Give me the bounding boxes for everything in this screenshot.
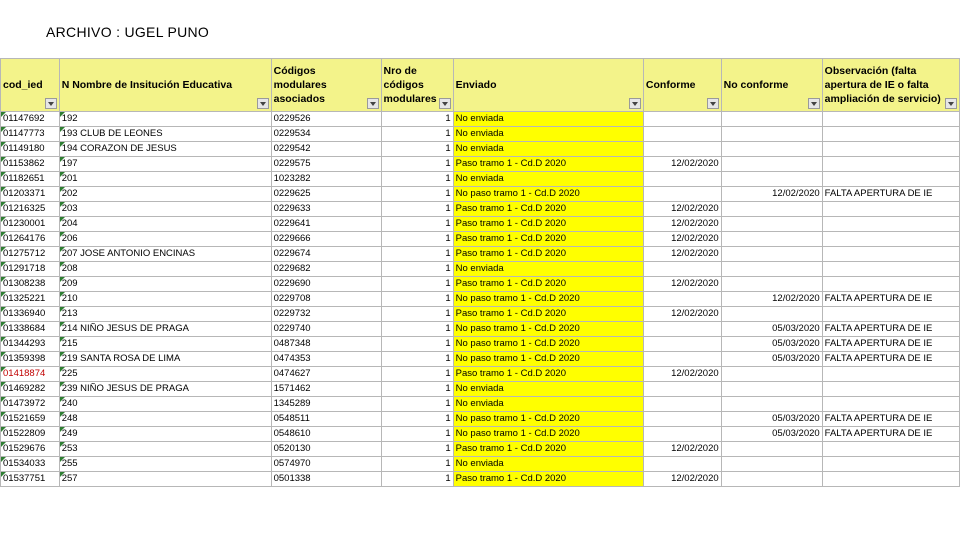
cell-nombre[interactable]: 215 [59, 337, 271, 352]
cell-cod[interactable]: 01522809 [1, 427, 60, 442]
cell-enviado[interactable]: No enviada [453, 382, 643, 397]
cell-enviado[interactable]: Paso tramo 1 - Cd.D 2020 [453, 307, 643, 322]
cell-obs[interactable] [822, 157, 959, 172]
cell-conforme[interactable]: 12/02/2020 [643, 247, 721, 262]
sheet-title: ARCHIVO : UGEL PUNO [46, 24, 210, 40]
cell-enviado[interactable]: No paso tramo 1 - Cd.D 2020 [453, 337, 643, 352]
cell-codigos[interactable]: 0229690 [271, 277, 381, 292]
cell-noconforme[interactable] [721, 382, 822, 397]
cell-obs[interactable]: FALTA APERTURA DE IE [822, 352, 959, 367]
table-row [1, 427, 960, 442]
cell-noconforme[interactable] [721, 142, 822, 157]
cell-enviado[interactable]: Paso tramo 1 - Cd.D 2020 [453, 277, 643, 292]
cell-noconforme[interactable]: 05/03/2020 [721, 412, 822, 427]
cell-enviado[interactable]: No enviada [453, 172, 643, 187]
cell-conforme[interactable] [643, 127, 721, 142]
col-header-codigos: Códigos modulares asociados [271, 59, 381, 112]
cell-codigos[interactable]: 0474627 [271, 367, 381, 382]
cell-conforme[interactable]: 12/02/2020 [643, 217, 721, 232]
table-row [1, 247, 960, 262]
cell-nombre[interactable]: 249 [59, 427, 271, 442]
cell-nro[interactable]: 1 [381, 397, 453, 412]
cell-codigos[interactable]: 0548610 [271, 427, 381, 442]
cell-nombre[interactable]: 192 [59, 112, 271, 127]
cell-enviado[interactable]: Paso tramo 1 - Cd.D 2020 [453, 247, 643, 262]
cell-noconforme[interactable] [721, 127, 822, 142]
cell-nro[interactable]: 1 [381, 472, 453, 487]
table-body [1, 112, 960, 487]
cell-conforme[interactable] [643, 262, 721, 277]
cell-nro[interactable]: 1 [381, 352, 453, 367]
cell-conforme[interactable] [643, 337, 721, 352]
table-row [1, 352, 960, 367]
filter-dropdown-icon[interactable] [439, 98, 451, 109]
cell-nombre[interactable]: 240 [59, 397, 271, 412]
table-row [1, 217, 960, 232]
cell-conforme[interactable]: 12/02/2020 [643, 157, 721, 172]
cell-codigos[interactable]: 0229641 [271, 217, 381, 232]
cell-obs[interactable] [822, 262, 959, 277]
cell-nro[interactable]: 1 [381, 112, 453, 127]
filter-dropdown-icon[interactable] [945, 98, 957, 109]
col-header-nro: Nro de códigos modulares [381, 59, 453, 112]
table-row [1, 127, 960, 142]
cell-nro[interactable]: 1 [381, 337, 453, 352]
table-row [1, 112, 960, 127]
table-row [1, 202, 960, 217]
cell-nro[interactable]: 1 [381, 202, 453, 217]
filter-dropdown-icon[interactable] [367, 98, 379, 109]
cell-nombre[interactable]: 255 [59, 457, 271, 472]
cell-nombre[interactable]: 206 [59, 232, 271, 247]
cell-cod[interactable]: 01203371 [1, 187, 60, 202]
cell-nombre[interactable]: 253 [59, 442, 271, 457]
cell-obs[interactable] [822, 277, 959, 292]
cell-conforme[interactable]: 12/02/2020 [643, 472, 721, 487]
cell-nombre[interactable]: 210 [59, 292, 271, 307]
cell-cod[interactable]: 01473972 [1, 397, 60, 412]
cell-nombre[interactable]: 257 [59, 472, 271, 487]
cell-enviado[interactable]: No enviada [453, 262, 643, 277]
table-row [1, 397, 960, 412]
cell-enviado[interactable]: No paso tramo 1 - Cd.D 2020 [453, 187, 643, 202]
cell-obs[interactable] [822, 172, 959, 187]
cell-noconforme[interactable] [721, 367, 822, 382]
cell-cod[interactable]: 01275712 [1, 247, 60, 262]
cell-cod[interactable]: 01291718 [1, 262, 60, 277]
cell-enviado[interactable]: Paso tramo 1 - Cd.D 2020 [453, 157, 643, 172]
cell-obs[interactable] [822, 217, 959, 232]
table-row [1, 277, 960, 292]
spreadsheet [0, 58, 960, 487]
cell-obs[interactable]: FALTA APERTURA DE IE [822, 427, 959, 442]
cell-noconforme[interactable]: 05/03/2020 [721, 322, 822, 337]
cell-nombre[interactable]: 193 CLUB DE LEONES [59, 127, 271, 142]
cell-nro[interactable]: 1 [381, 157, 453, 172]
cell-nro[interactable]: 1 [381, 292, 453, 307]
cell-noconforme[interactable] [721, 472, 822, 487]
cell-codigos[interactable]: 0229682 [271, 262, 381, 277]
cell-noconforme[interactable] [721, 202, 822, 217]
cell-enviado[interactable]: Paso tramo 1 - Cd.D 2020 [453, 442, 643, 457]
cell-enviado[interactable]: No paso tramo 1 - Cd.D 2020 [453, 427, 643, 442]
cell-conforme[interactable] [643, 352, 721, 367]
cell-noconforme[interactable] [721, 442, 822, 457]
cell-nro[interactable]: 1 [381, 442, 453, 457]
table-row [1, 172, 960, 187]
cell-obs[interactable] [822, 307, 959, 322]
cell-enviado[interactable]: Paso tramo 1 - Cd.D 2020 [453, 202, 643, 217]
cell-cod[interactable]: 01308238 [1, 277, 60, 292]
filter-dropdown-icon[interactable] [707, 98, 719, 109]
cell-conforme[interactable] [643, 187, 721, 202]
cell-nombre[interactable]: 197 [59, 157, 271, 172]
cell-noconforme[interactable] [721, 112, 822, 127]
cell-obs[interactable] [822, 142, 959, 157]
table-row [1, 472, 960, 487]
data-table [0, 58, 960, 487]
cell-obs[interactable] [822, 442, 959, 457]
cell-conforme[interactable] [643, 397, 721, 412]
cell-conforme[interactable] [643, 142, 721, 157]
cell-codigos[interactable]: 0229526 [271, 112, 381, 127]
filter-dropdown-icon[interactable] [257, 98, 269, 109]
cell-conforme[interactable] [643, 172, 721, 187]
filter-dropdown-icon[interactable] [45, 98, 57, 109]
cell-codigos[interactable]: 0229708 [271, 292, 381, 307]
cell-nro[interactable]: 1 [381, 412, 453, 427]
cell-nro[interactable]: 1 [381, 262, 453, 277]
cell-conforme[interactable] [643, 412, 721, 427]
cell-obs[interactable] [822, 397, 959, 412]
cell-obs[interactable] [822, 367, 959, 382]
cell-enviado[interactable]: No enviada [453, 127, 643, 142]
table-row [1, 382, 960, 397]
cell-noconforme[interactable] [721, 172, 822, 187]
table-row [1, 262, 960, 277]
col-header-nombre: N Nombre de Insitución Educativa [59, 59, 271, 112]
cell-conforme[interactable] [643, 427, 721, 442]
cell-nombre[interactable]: 207 JOSE ANTONIO ENCINAS [59, 247, 271, 262]
table-row [1, 157, 960, 172]
cell-obs[interactable] [822, 472, 959, 487]
cell-nro[interactable]: 1 [381, 142, 453, 157]
cell-noconforme[interactable] [721, 157, 822, 172]
cell-obs[interactable] [822, 127, 959, 142]
cell-conforme[interactable]: 12/02/2020 [643, 277, 721, 292]
cell-nombre[interactable]: 202 [59, 187, 271, 202]
cell-cod[interactable]: 01344293 [1, 337, 60, 352]
cell-nombre[interactable]: 248 [59, 412, 271, 427]
col-header-observacion: Observación (falta apertura de IE o falta ampliación de servicio) [822, 59, 959, 112]
filter-dropdown-icon[interactable] [629, 98, 641, 109]
cell-cod[interactable]: 01216325 [1, 202, 60, 217]
cell-codigos[interactable]: 1571462 [271, 382, 381, 397]
cell-nombre[interactable]: 219 SANTA ROSA DE LIMA [59, 352, 271, 367]
cell-codigos[interactable]: 0229674 [271, 247, 381, 262]
cell-cod[interactable]: 01418874 [1, 367, 60, 382]
cell-nro[interactable]: 1 [381, 367, 453, 382]
cell-nro[interactable]: 1 [381, 307, 453, 322]
cell-obs[interactable] [822, 232, 959, 247]
cell-nombre[interactable]: 201 [59, 172, 271, 187]
table-row [1, 367, 960, 382]
cell-enviado[interactable]: No paso tramo 1 - Cd.D 2020 [453, 292, 643, 307]
cell-conforme[interactable]: 12/02/2020 [643, 367, 721, 382]
cell-noconforme[interactable] [721, 307, 822, 322]
cell-noconforme[interactable]: 12/02/2020 [721, 187, 822, 202]
cell-obs[interactable]: FALTA APERTURA DE IE [822, 322, 959, 337]
cell-nombre[interactable]: 214 NIÑO JESUS DE PRAGA [59, 322, 271, 337]
cell-nro[interactable]: 1 [381, 382, 453, 397]
table-row [1, 292, 960, 307]
cell-nro[interactable]: 1 [381, 247, 453, 262]
header-row [1, 59, 960, 112]
cell-obs[interactable] [822, 112, 959, 127]
cell-enviado[interactable]: Paso tramo 1 - Cd.D 2020 [453, 472, 643, 487]
cell-obs[interactable] [822, 202, 959, 217]
cell-nro[interactable]: 1 [381, 217, 453, 232]
table-row [1, 307, 960, 322]
cell-noconforme[interactable] [721, 262, 822, 277]
cell-nombre[interactable]: 203 [59, 202, 271, 217]
cell-cod[interactable]: 01534033 [1, 457, 60, 472]
col-header-cod: cod_ied [1, 59, 60, 112]
table-row [1, 322, 960, 337]
table-row [1, 187, 960, 202]
cell-codigos[interactable]: 0229740 [271, 322, 381, 337]
cell-enviado[interactable]: Paso tramo 1 - Cd.D 2020 [453, 232, 643, 247]
table-row [1, 412, 960, 427]
cell-noconforme[interactable] [721, 457, 822, 472]
cell-obs[interactable] [822, 457, 959, 472]
cell-codigos[interactable]: 0474353 [271, 352, 381, 367]
cell-nombre[interactable]: 239 NIÑO JESUS DE PRAGA [59, 382, 271, 397]
cell-cod[interactable]: 01537751 [1, 472, 60, 487]
cell-nombre[interactable]: 209 [59, 277, 271, 292]
cell-conforme[interactable]: 12/02/2020 [643, 307, 721, 322]
filter-dropdown-icon[interactable] [808, 98, 820, 109]
cell-noconforme[interactable]: 12/02/2020 [721, 292, 822, 307]
cell-obs[interactable]: FALTA APERTURA DE IE [822, 412, 959, 427]
table-row [1, 442, 960, 457]
cell-enviado[interactable]: No paso tramo 1 - Cd.D 2020 [453, 322, 643, 337]
cell-conforme[interactable] [643, 322, 721, 337]
cell-nombre[interactable]: 225 [59, 367, 271, 382]
table-row [1, 142, 960, 157]
cell-nro[interactable]: 1 [381, 457, 453, 472]
cell-noconforme[interactable] [721, 247, 822, 262]
cell-enviado[interactable]: Paso tramo 1 - Cd.D 2020 [453, 217, 643, 232]
cell-noconforme[interactable]: 05/03/2020 [721, 337, 822, 352]
cell-codigos[interactable]: 0574970 [271, 457, 381, 472]
cell-conforme[interactable] [643, 112, 721, 127]
cell-enviado[interactable]: No enviada [453, 397, 643, 412]
cell-obs[interactable] [822, 247, 959, 262]
cell-cod[interactable]: 01469282 [1, 382, 60, 397]
cell-noconforme[interactable]: 05/03/2020 [721, 427, 822, 442]
cell-enviado[interactable]: No paso tramo 1 - Cd.D 2020 [453, 352, 643, 367]
cell-codigos[interactable]: 0229666 [271, 232, 381, 247]
cell-cod[interactable]: 01149180 [1, 142, 60, 157]
cell-codigos[interactable]: 0229534 [271, 127, 381, 142]
cell-enviado[interactable]: No paso tramo 1 - Cd.D 2020 [453, 412, 643, 427]
cell-cod[interactable]: 01230001 [1, 217, 60, 232]
cell-cod[interactable]: 01529676 [1, 442, 60, 457]
cell-codigos[interactable]: 0520130 [271, 442, 381, 457]
table-row [1, 232, 960, 247]
cell-codigos[interactable]: 0229575 [271, 157, 381, 172]
cell-codigos[interactable]: 0229633 [271, 202, 381, 217]
cell-noconforme[interactable] [721, 217, 822, 232]
cell-codigos[interactable]: 1345289 [271, 397, 381, 412]
col-header-enviado: Enviado [453, 59, 643, 112]
cell-cod[interactable]: 01147773 [1, 127, 60, 142]
cell-nro[interactable]: 1 [381, 427, 453, 442]
cell-cod[interactable]: 01182651 [1, 172, 60, 187]
cell-cod[interactable]: 01325221 [1, 292, 60, 307]
cell-nombre[interactable]: 213 [59, 307, 271, 322]
cell-enviado[interactable]: No enviada [453, 457, 643, 472]
cell-noconforme[interactable] [721, 397, 822, 412]
table-row [1, 457, 960, 472]
cell-cod[interactable]: 01264176 [1, 232, 60, 247]
cell-nro[interactable]: 1 [381, 127, 453, 142]
cell-codigos[interactable]: 0229732 [271, 307, 381, 322]
cell-cod[interactable]: 01521659 [1, 412, 60, 427]
col-header-noconforme: No conforme [721, 59, 822, 112]
cell-nro[interactable]: 1 [381, 187, 453, 202]
cell-cod[interactable]: 01147692 [1, 112, 60, 127]
cell-nro[interactable]: 1 [381, 172, 453, 187]
cell-nombre[interactable]: 208 [59, 262, 271, 277]
cell-enviado[interactable]: No enviada [453, 142, 643, 157]
cell-nombre[interactable]: 204 [59, 217, 271, 232]
cell-conforme[interactable]: 12/02/2020 [643, 202, 721, 217]
cell-noconforme[interactable]: 05/03/2020 [721, 352, 822, 367]
cell-conforme[interactable] [643, 292, 721, 307]
cell-codigos[interactable]: 1023282 [271, 172, 381, 187]
cell-enviado[interactable]: No enviada [453, 112, 643, 127]
cell-enviado[interactable]: Paso tramo 1 - Cd.D 2020 [453, 367, 643, 382]
cell-obs[interactable]: FALTA APERTURA DE IE [822, 292, 959, 307]
cell-codigos[interactable]: 0548511 [271, 412, 381, 427]
cell-obs[interactable]: FALTA APERTURA DE IE [822, 337, 959, 352]
cell-conforme[interactable] [643, 382, 721, 397]
cell-nro[interactable]: 1 [381, 232, 453, 247]
table-row [1, 337, 960, 352]
cell-cod[interactable]: 01336940 [1, 307, 60, 322]
cell-cod[interactable]: 01153862 [1, 157, 60, 172]
cell-nro[interactable]: 1 [381, 277, 453, 292]
cell-conforme[interactable] [643, 457, 721, 472]
cell-nombre[interactable]: 194 CORAZON DE JESUS [59, 142, 271, 157]
cell-cod[interactable]: 01359398 [1, 352, 60, 367]
cell-codigos[interactable]: 0229625 [271, 187, 381, 202]
cell-cod[interactable]: 01338684 [1, 322, 60, 337]
cell-nro[interactable]: 1 [381, 322, 453, 337]
cell-noconforme[interactable] [721, 277, 822, 292]
cell-conforme[interactable]: 12/02/2020 [643, 232, 721, 247]
cell-conforme[interactable]: 12/02/2020 [643, 442, 721, 457]
cell-noconforme[interactable] [721, 232, 822, 247]
cell-obs[interactable]: FALTA APERTURA DE IE [822, 187, 959, 202]
cell-codigos[interactable]: 0229542 [271, 142, 381, 157]
cell-codigos[interactable]: 0487348 [271, 337, 381, 352]
cell-obs[interactable] [822, 382, 959, 397]
cell-codigos[interactable]: 0501338 [271, 472, 381, 487]
col-header-conforme: Conforme [643, 59, 721, 112]
